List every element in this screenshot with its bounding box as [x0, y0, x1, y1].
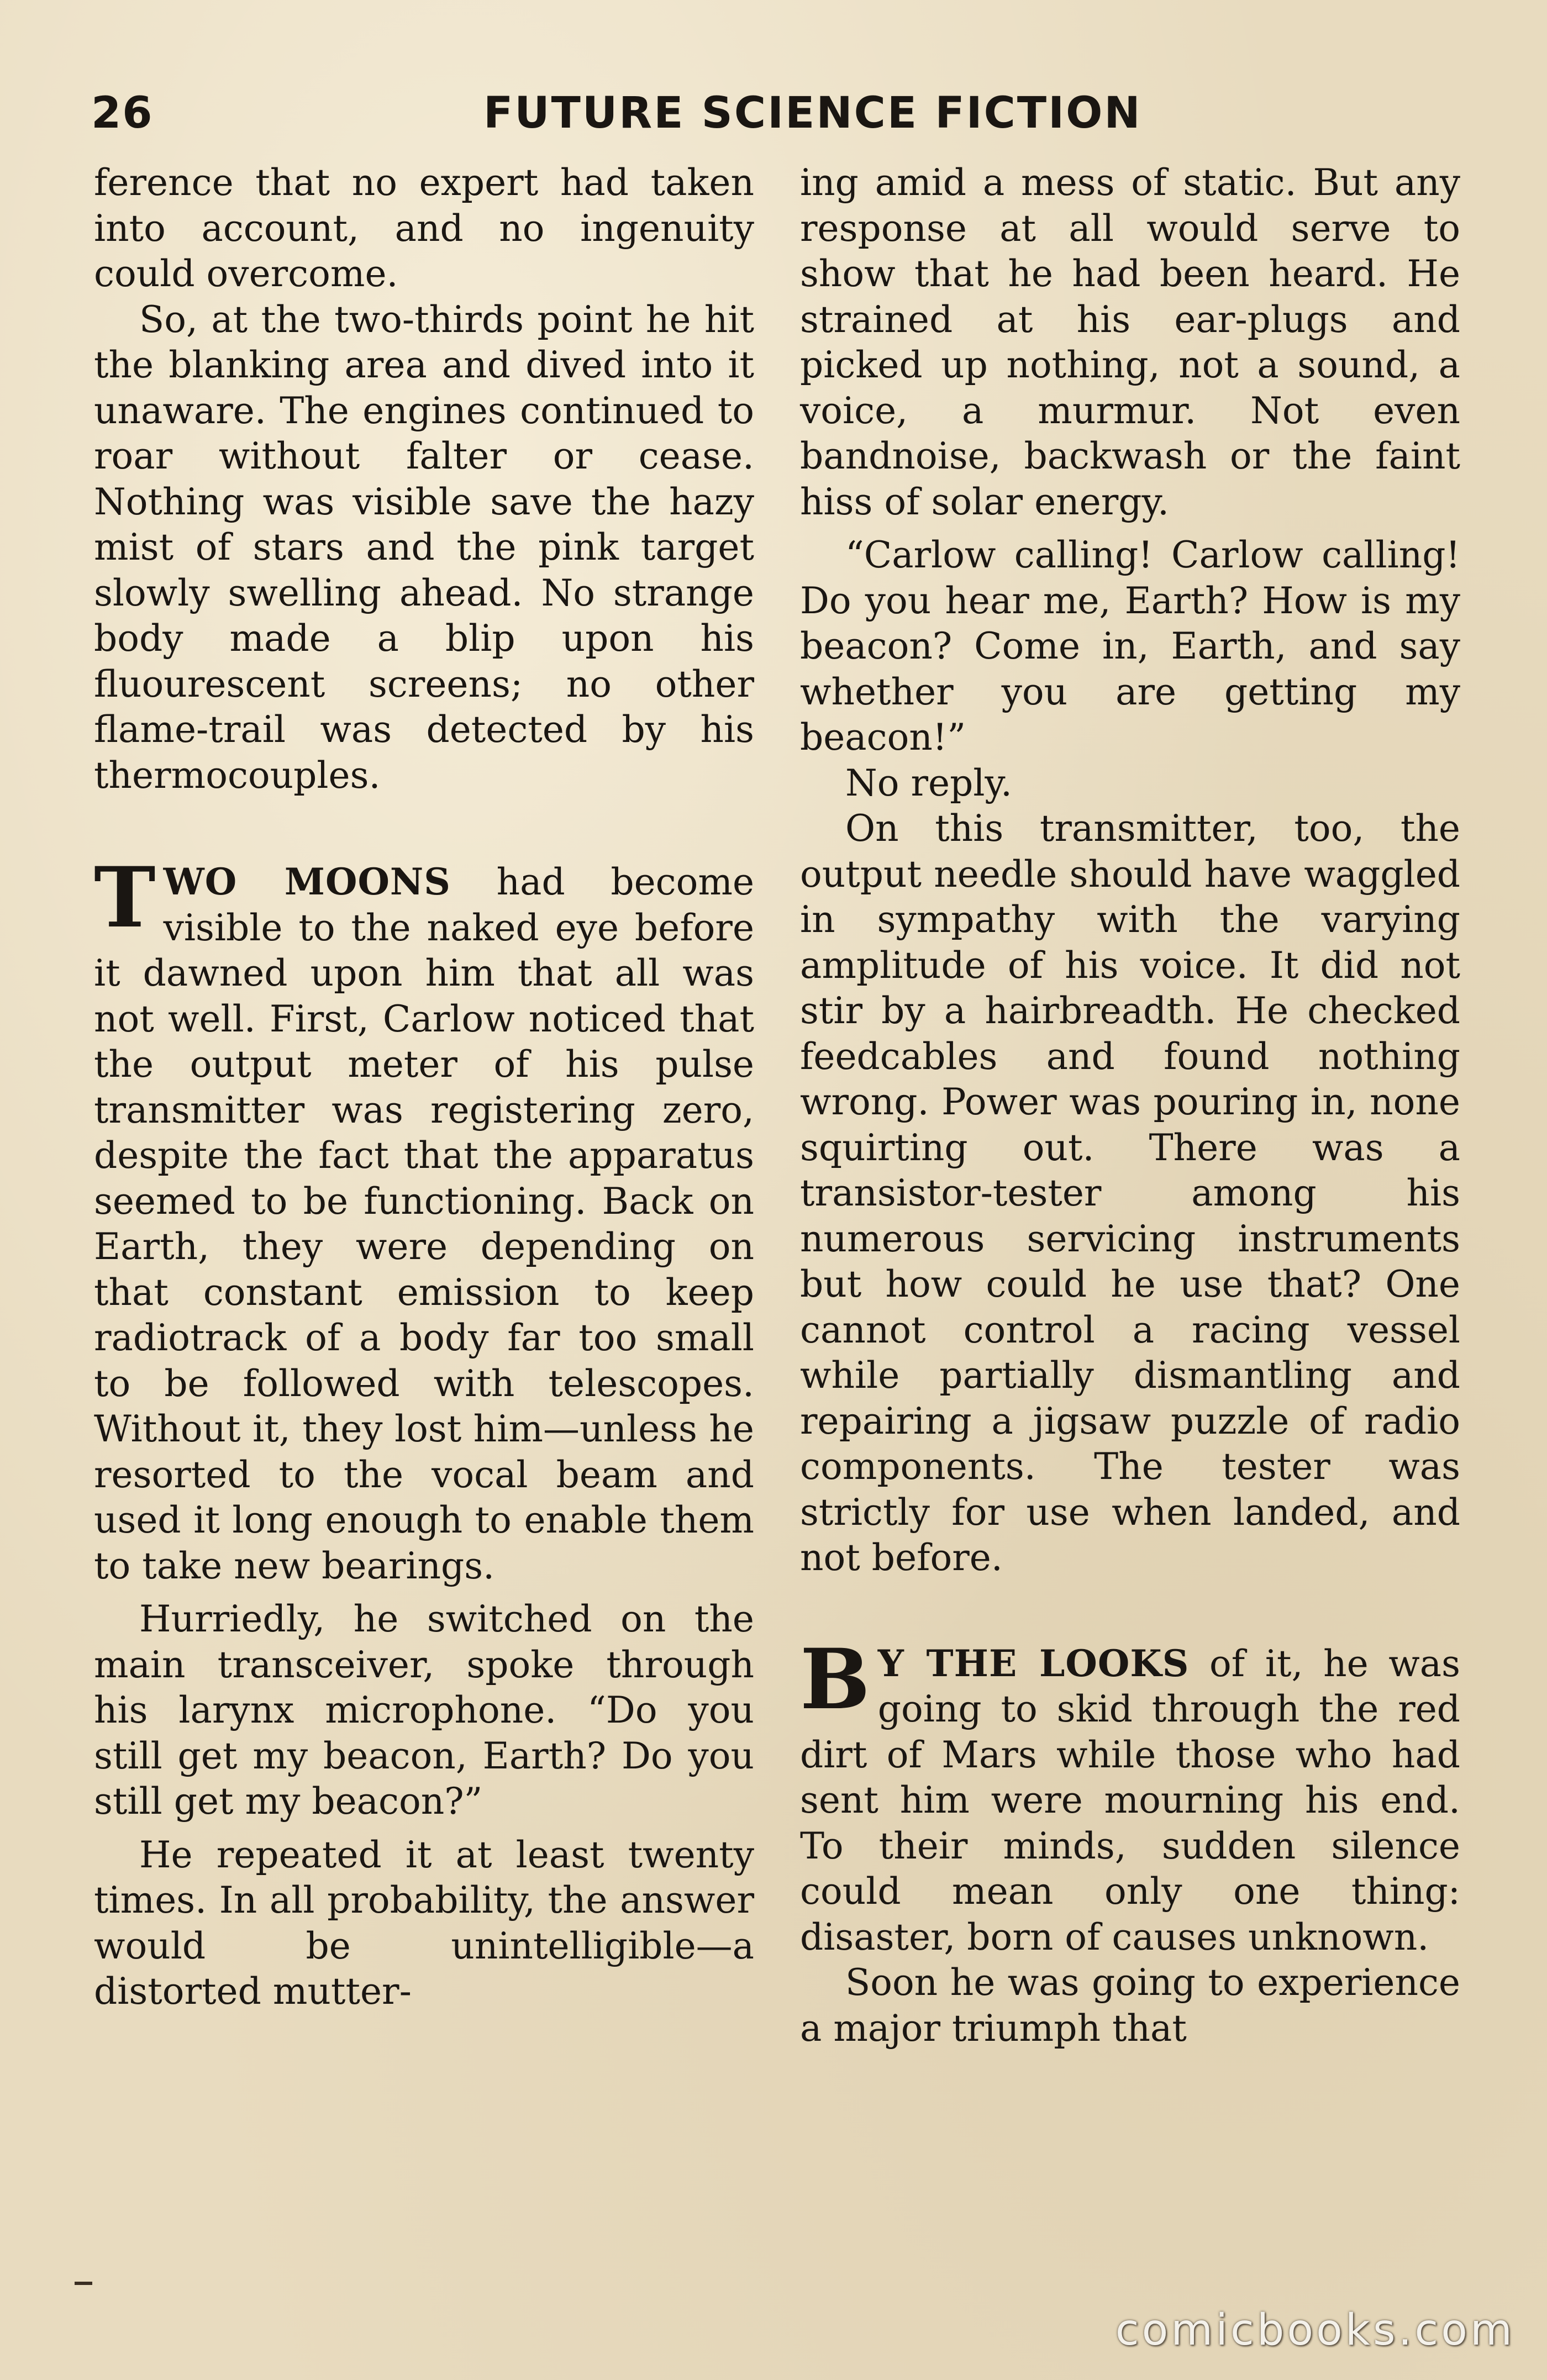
right-column — [800, 160, 1460, 2051]
page-number: 26 — [91, 88, 154, 138]
section-opening-paragraph — [800, 1630, 1461, 1961]
drop-cap: T — [94, 849, 156, 946]
paragraph: No reply. — [845, 761, 1012, 804]
section-lead-words: WO MOONS — [163, 860, 451, 903]
paragraph-text: of it, he was going to skid through the red dirt of Mars while those who had sent him were mourning his end. To their minds, sudden silence could mean only one thing: disaster, born of causes unknown. — [800, 1642, 1461, 1958]
paragraph: ing amid a mess of static. But any response at all would serve to show that he had been heard. He strained at his ear-plugs and picked up nothing, not a sound, a voice, a murmur. Not even bandnoise, backwash or the faint hiss of solar energy. — [800, 161, 1460, 523]
watermark-logo: comicbooks.com — [1115, 2305, 1515, 2355]
paragraph: Soon he was going to experience a major triumph that — [800, 1961, 1460, 2050]
left-column — [94, 160, 754, 2015]
paragraph: So, at the two-thirds point he hit the blanking area and dived into it unaware. The engines continued to roar without falter or cease. Nothing was visible save the hazy mist of stars and the pink target slowly swelling ahead. No strange body made a blip upon his fluourescent screens; no other flame-trail was detected by his thermocouples. — [94, 298, 754, 797]
paragraph: He repeated it at least twenty times. In all probability, the answer would be unintelligible—a distorted mutter- — [94, 1833, 754, 2013]
section-opening-paragraph — [94, 849, 755, 1589]
section-lead-words: Y THE LOOKS — [877, 1641, 1190, 1685]
paragraph: Hurriedly, he switched on the main transceiver, spoke through his larynx microphone. “Do you still get my beacon, Earth? Do you still get my beacon?” — [94, 1598, 754, 1823]
paragraph-text: had become visible to the naked eye before it dawned upon him that all was not well. First, Carlow noticed that the output meter of his pulse transmitter was registering zero, despite the fact that the apparatus seemed to be functioning. Back on Earth, they were depending on that constant emission to keep radiotrack of a body far too small to be followed with telescopes. Without it, they lost him—unless he resorted to the vocal beam and used it long enough to enable them to take new bearings. — [94, 861, 755, 1587]
paragraph: On this transmitter, too, the output needle should have waggled in sympathy with the varying amplitude of his voice. It did not stir by a hairbreadth. He checked feedcables and found nothing wrong. Power was pouring in, none squirting out. There was a transistor-tester among his numerous servicing instruments but how could he use that? One cannot control a racing vessel while partially dismantling and repairing a jigsaw puzzle of radio components. The tester was strictly for use when landed, and not before. — [800, 807, 1460, 1579]
print-mark — [75, 2282, 92, 2285]
page-header — [91, 83, 1456, 144]
paragraph: “Carlow calling! Carlow calling! Do you hear me, Earth? How is my beacon? Come in, Earth, and say whether you are getting my beacon!” — [800, 534, 1460, 759]
paragraph: ference that no expert had taken into account, and no ingenuity could overcome. — [94, 161, 754, 295]
drop-cap: B — [800, 1630, 870, 1728]
running-title: FUTURE SCIENCE FICTION — [483, 88, 1142, 138]
